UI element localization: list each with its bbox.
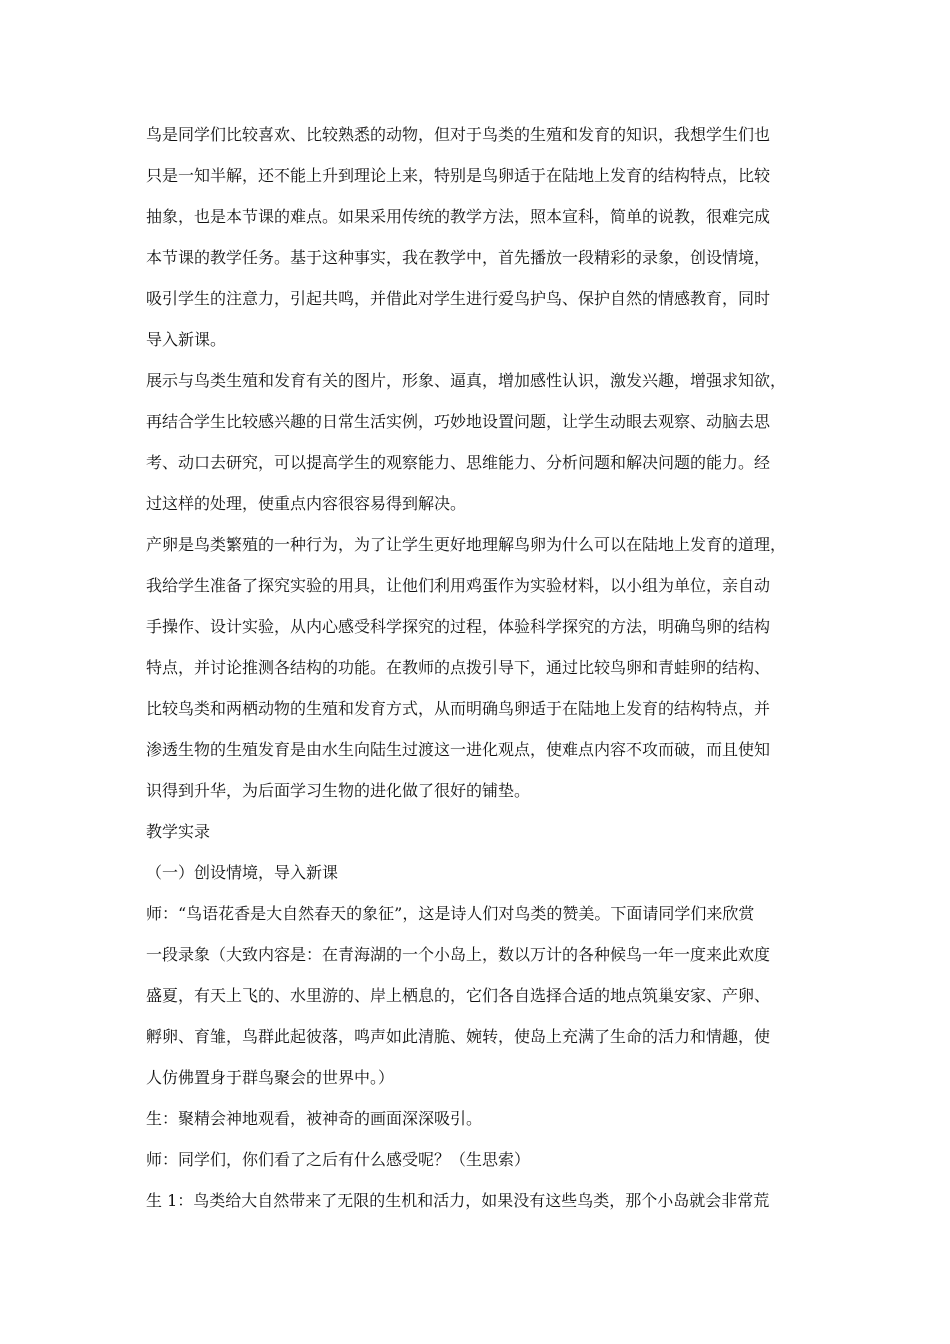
paragraph [146,121,816,367]
paragraph [146,1146,816,1187]
text-line: 只是一知半解，还不能上升到理论上来，特别是鸟卵适于在陆地上发育的结构特点，比较 [146,166,771,185]
paragraph [146,1105,816,1146]
text-line: 比较鸟类和两栖动物的生殖和发育方式，从而明确鸟卵适于在陆地上发育的结构特点，并 [146,699,771,718]
text-line: 生：聚精会神地观看，被神奇的画面深深吸引。 [146,1109,483,1128]
text-line: 过这样的处理，使重点内容很容易得到解决。 [146,494,467,513]
text-line: 鸟是同学们比较喜欢、比较熟悉的动物，但对于鸟类的生殖和发育的知识，我想学生们也 [146,125,771,144]
text-line: 生 1：鸟类给大自然带来了无限的生机和活力，如果没有这些鸟类，那个小岛就会非常荒 [146,1191,770,1210]
text-line: 产卵是鸟类繁殖的一种行为，为了让学生更好地理解鸟卵为什么可以在陆地上发育的道理， [146,535,787,554]
text-line: 孵卵、育雏，鸟群此起彼落，鸣声如此清脆、婉转，使岛上充满了生命的活力和情趣，使 [146,1027,771,1046]
text-line: 考、动口去研究，可以提高学生的观察能力、思维能力、分析问题和解决问题的能力。经 [146,453,771,472]
text-line: 教学实录 [146,822,211,841]
text-line: 人仿佛置身于群鸟聚会的世界中。） [146,1068,395,1087]
text-line: 导入新课。 [146,330,227,349]
text-line: 渗透生物的生殖发育是由水生向陆生过渡这一进化观点，使难点内容不攻而破，而且使知 [146,740,771,759]
paragraph [146,1187,816,1228]
text-line: 识得到升华，为后面学习生物的进化做了很好的铺垫。 [146,781,531,800]
text-line: 盛夏，有天上飞的、水里游的、岸上栖息的，它们各自选择合适的地点筑巢安家、产卵、 [146,986,771,1005]
text-line: 抽象，也是本节课的难点。如果采用传统的教学方法，照本宣科，简单的说教，很难完成 [146,207,771,226]
paragraph [146,367,816,531]
paragraph [146,900,816,1105]
text-line: 再结合学生比较感兴趣的日常生活实例，巧妙地设置问题，让学生动眼去观察、动脑去思 [146,412,771,431]
text-line: 手操作、设计实验，从内心感受科学探究的过程，体验科学探究的方法，明确鸟卵的结构 [146,617,771,636]
paragraph [146,818,816,859]
text-line: （一）创设情境，导入新课 [146,863,339,882]
text-line: 特点，并讨论推测各结构的功能。在教师的点拨引导下，通过比较鸟卵和青蛙卵的结构、 [146,658,771,677]
text-line: 我给学生准备了探究实验的用具，让他们利用鸡蛋作为实验材料，以小组为单位，亲自动 [146,576,771,595]
text-line: 师：同学们，你们看了之后有什么感受呢？（生思索） [146,1150,531,1169]
text-line: 本节课的教学任务。基于这种事实，我在教学中，首先播放一段精彩的录象，创设情境， [146,248,771,267]
paragraph [146,531,816,818]
text-line: 吸引学生的注意力，引起共鸣，并借此对学生进行爱鸟护鸟、保护自然的情感教育，同时 [146,289,771,308]
paragraph [146,859,816,900]
text-line: 师：“鸟语花香是大自然春天的象征”，这是诗人们对鸟类的赞美。下面请同学们来欣赏 [146,904,755,923]
document-body [146,121,816,1228]
text-line: 展示与鸟类生殖和发育有关的图片，形象、逼真，增加感性认识，激发兴趣，增强求知欲， [146,371,787,390]
text-line: 一段录象（大致内容是：在青海湖的一个小岛上，数以万计的各种候鸟一年一度来此欢度 [146,945,771,964]
